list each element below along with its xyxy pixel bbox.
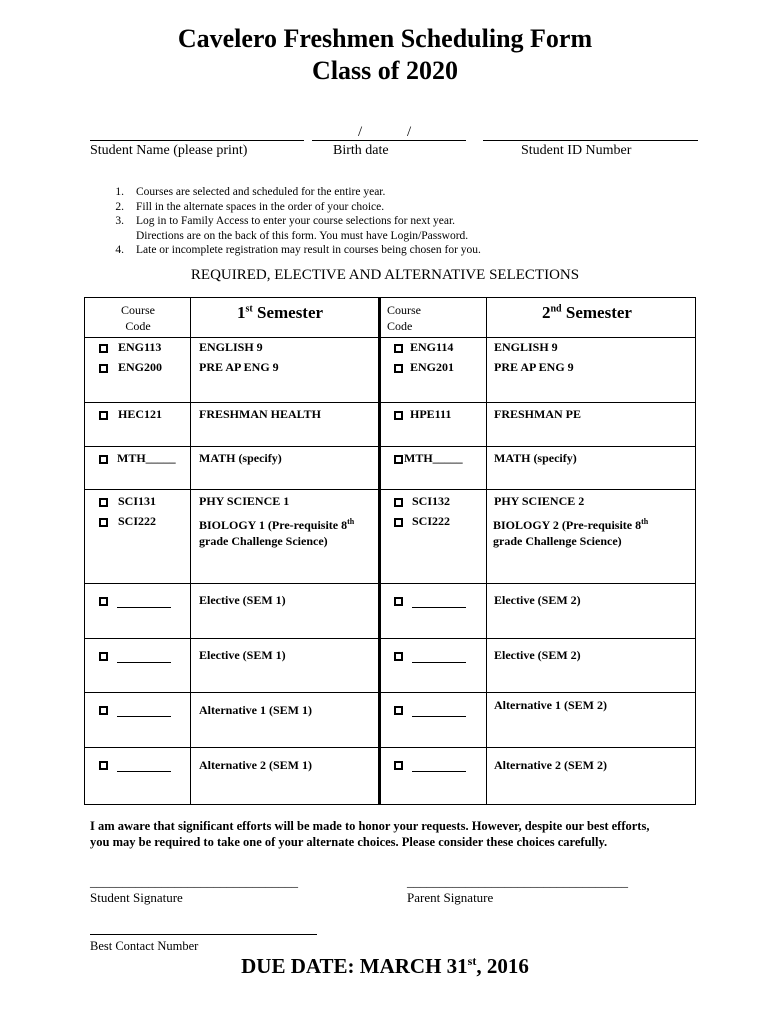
table-divider [84, 402, 696, 403]
alt1-sem1-checkbox[interactable] [99, 706, 108, 715]
form-subtitle: Class of 2020 [312, 56, 458, 85]
course-code: ENG200 [118, 360, 163, 374]
instruction-text: Directions are on the back of this form. You must have Login/Password. [136, 229, 469, 242]
math-sem2-checkbox[interactable] [394, 455, 403, 464]
course-name: PHY SCIENCE 2 [494, 494, 585, 508]
course-code-header-sem2 [387, 302, 421, 334]
course-name: BIOLOGY 1 (Pre-requisite 8th grade Challenge Science) [199, 517, 355, 548]
eng201-checkbox[interactable] [394, 364, 403, 373]
instruction-text: Late or incomplete registration may result in courses being chosen for you. [136, 244, 481, 256]
hpe111-checkbox[interactable] [394, 411, 403, 420]
course-code: SCI131 [118, 494, 157, 508]
course-name: MATH (specify) [494, 451, 577, 465]
elective2-sem1-code-field[interactable] [117, 661, 171, 663]
elective2-sem2-code-field[interactable] [412, 661, 466, 663]
course-code: HPE111 [410, 407, 452, 421]
student-id-label: Student ID Number [521, 143, 632, 158]
student-name-label: Student Name (please print) [90, 143, 248, 158]
semester-1-header: 1st Semester [237, 303, 324, 322]
header-text: Code [125, 319, 151, 333]
course-code: ENG201 [410, 360, 455, 374]
alt2-sem1-checkbox[interactable] [99, 761, 108, 770]
course-name: Alternative 1 (SEM 1) [199, 703, 312, 717]
elective1-sem1-checkbox[interactable] [99, 597, 108, 606]
instruction-number: 4. [115, 244, 124, 256]
best-contact-number-field[interactable] [90, 934, 317, 935]
course-name: Elective (SEM 2) [494, 593, 581, 607]
course-name: Alternative 2 (SEM 1) [199, 758, 312, 772]
instruction-number: 1. [115, 186, 124, 198]
hec121-checkbox[interactable] [99, 411, 108, 420]
table-divider [486, 297, 487, 805]
alt1-sem1-code-field[interactable] [117, 715, 171, 717]
semester-2-header: 2nd Semester [542, 303, 632, 322]
course-code: ENG114 [410, 340, 454, 354]
date-separator-1: / [358, 124, 363, 140]
sci131-checkbox[interactable] [99, 498, 108, 507]
sci222-sem2-checkbox[interactable] [394, 518, 403, 527]
instruction-number: 3. [115, 215, 124, 227]
table-divider [84, 337, 696, 338]
eng114-checkbox[interactable] [394, 344, 403, 353]
eng200-checkbox[interactable] [99, 364, 108, 373]
course-code: SCI222 [412, 514, 451, 528]
math-code-field[interactable]: MTH_____ [117, 451, 176, 465]
course-name: Elective (SEM 1) [199, 648, 286, 662]
course-code: SCI222 [118, 514, 157, 528]
math-code-field[interactable]: MTH_____ [404, 451, 463, 465]
instruction-text: Courses are selected and scheduled for the entire year. [136, 186, 386, 198]
course-name: Alternative 2 (SEM 2) [494, 758, 607, 772]
table-divider [84, 583, 696, 584]
math-sem1-checkbox[interactable] [99, 455, 108, 464]
header-text: Code [387, 319, 413, 333]
sci132-checkbox[interactable] [394, 498, 403, 507]
instructions-list [112, 185, 672, 260]
course-name: Elective (SEM 1) [199, 593, 286, 607]
course-name: ENGLISH 9 [199, 340, 263, 354]
table-divider [190, 297, 191, 805]
elective1-sem1-code-field[interactable] [117, 606, 171, 608]
course-name: BIOLOGY 2 (Pre-requisite 8th grade Challenge Science) [493, 517, 649, 548]
elective2-sem1-checkbox[interactable] [99, 652, 108, 661]
student-signature-label: Student Signature [90, 890, 183, 905]
course-name: PRE AP ENG 9 [494, 360, 574, 374]
table-divider [84, 489, 696, 490]
course-name: Alternative 1 (SEM 2) [494, 698, 607, 712]
course-code: ENG113 [118, 340, 162, 354]
eng113-checkbox[interactable] [99, 344, 108, 353]
instruction-text: Fill in the alternate spaces in the order of your choice. [136, 200, 385, 213]
table-divider [84, 446, 696, 447]
course-selection-table [84, 297, 696, 805]
alt2-sem1-code-field[interactable] [117, 770, 171, 772]
alt2-sem2-code-field[interactable] [412, 770, 466, 772]
best-contact-number-label: Best Contact Number [90, 939, 199, 953]
course-name: FRESHMAN PE [494, 407, 581, 421]
course-name: MATH (specify) [199, 451, 282, 465]
header-text: Course [387, 303, 421, 317]
alt1-sem2-code-field[interactable] [412, 715, 466, 717]
elective2-sem2-checkbox[interactable] [394, 652, 403, 661]
alt1-sem2-checkbox[interactable] [394, 706, 403, 715]
parent-signature-label: Parent Signature [407, 890, 494, 905]
parent-signature-line[interactable]: __________________________________ [407, 874, 628, 889]
header-text: Course [121, 303, 155, 317]
course-name: PRE AP ENG 9 [199, 360, 279, 374]
section-heading: REQUIRED, ELECTIVE AND ALTERNATIVE SELECTIONS [190, 267, 580, 283]
birth-date-label: Birth date [333, 143, 389, 158]
table-divider [84, 747, 696, 748]
course-code: SCI132 [412, 494, 451, 508]
form-title: Cavelero Freshmen Scheduling Form [177, 24, 593, 53]
birth-date-field[interactable] [312, 140, 466, 141]
table-divider [84, 692, 696, 693]
course-code-header-sem1 [108, 302, 168, 334]
semester-divider [378, 297, 381, 805]
student-name-field[interactable] [90, 140, 304, 141]
course-name: PHY SCIENCE 1 [199, 494, 290, 508]
due-date: DUE DATE: MARCH 31st, 2016 [241, 954, 529, 978]
acknowledgement-notice: I am aware that significant efforts will be made to honor your requests. However, despite our best efforts, you may be required to take one of your alternate choices. Please consider these choices carefully. [90, 819, 650, 849]
course-name: ENGLISH 9 [494, 340, 558, 354]
student-signature-line[interactable]: ________________________________ [90, 874, 298, 889]
sci222-sem1-checkbox[interactable] [99, 518, 108, 527]
course-code: HEC121 [118, 407, 163, 421]
student-id-field[interactable] [483, 140, 698, 141]
table-divider [84, 638, 696, 639]
elective1-sem2-checkbox[interactable] [394, 597, 403, 606]
instruction-text: Log in to Family Access to enter your course selections for next year. [136, 215, 456, 227]
alt2-sem2-checkbox[interactable] [394, 761, 403, 770]
elective1-sem2-code-field[interactable] [412, 606, 466, 608]
course-name: Elective (SEM 2) [494, 648, 581, 662]
course-name: FRESHMAN HEALTH [199, 407, 321, 421]
instruction-number: 2. [115, 200, 124, 213]
date-separator-2: / [407, 124, 412, 140]
